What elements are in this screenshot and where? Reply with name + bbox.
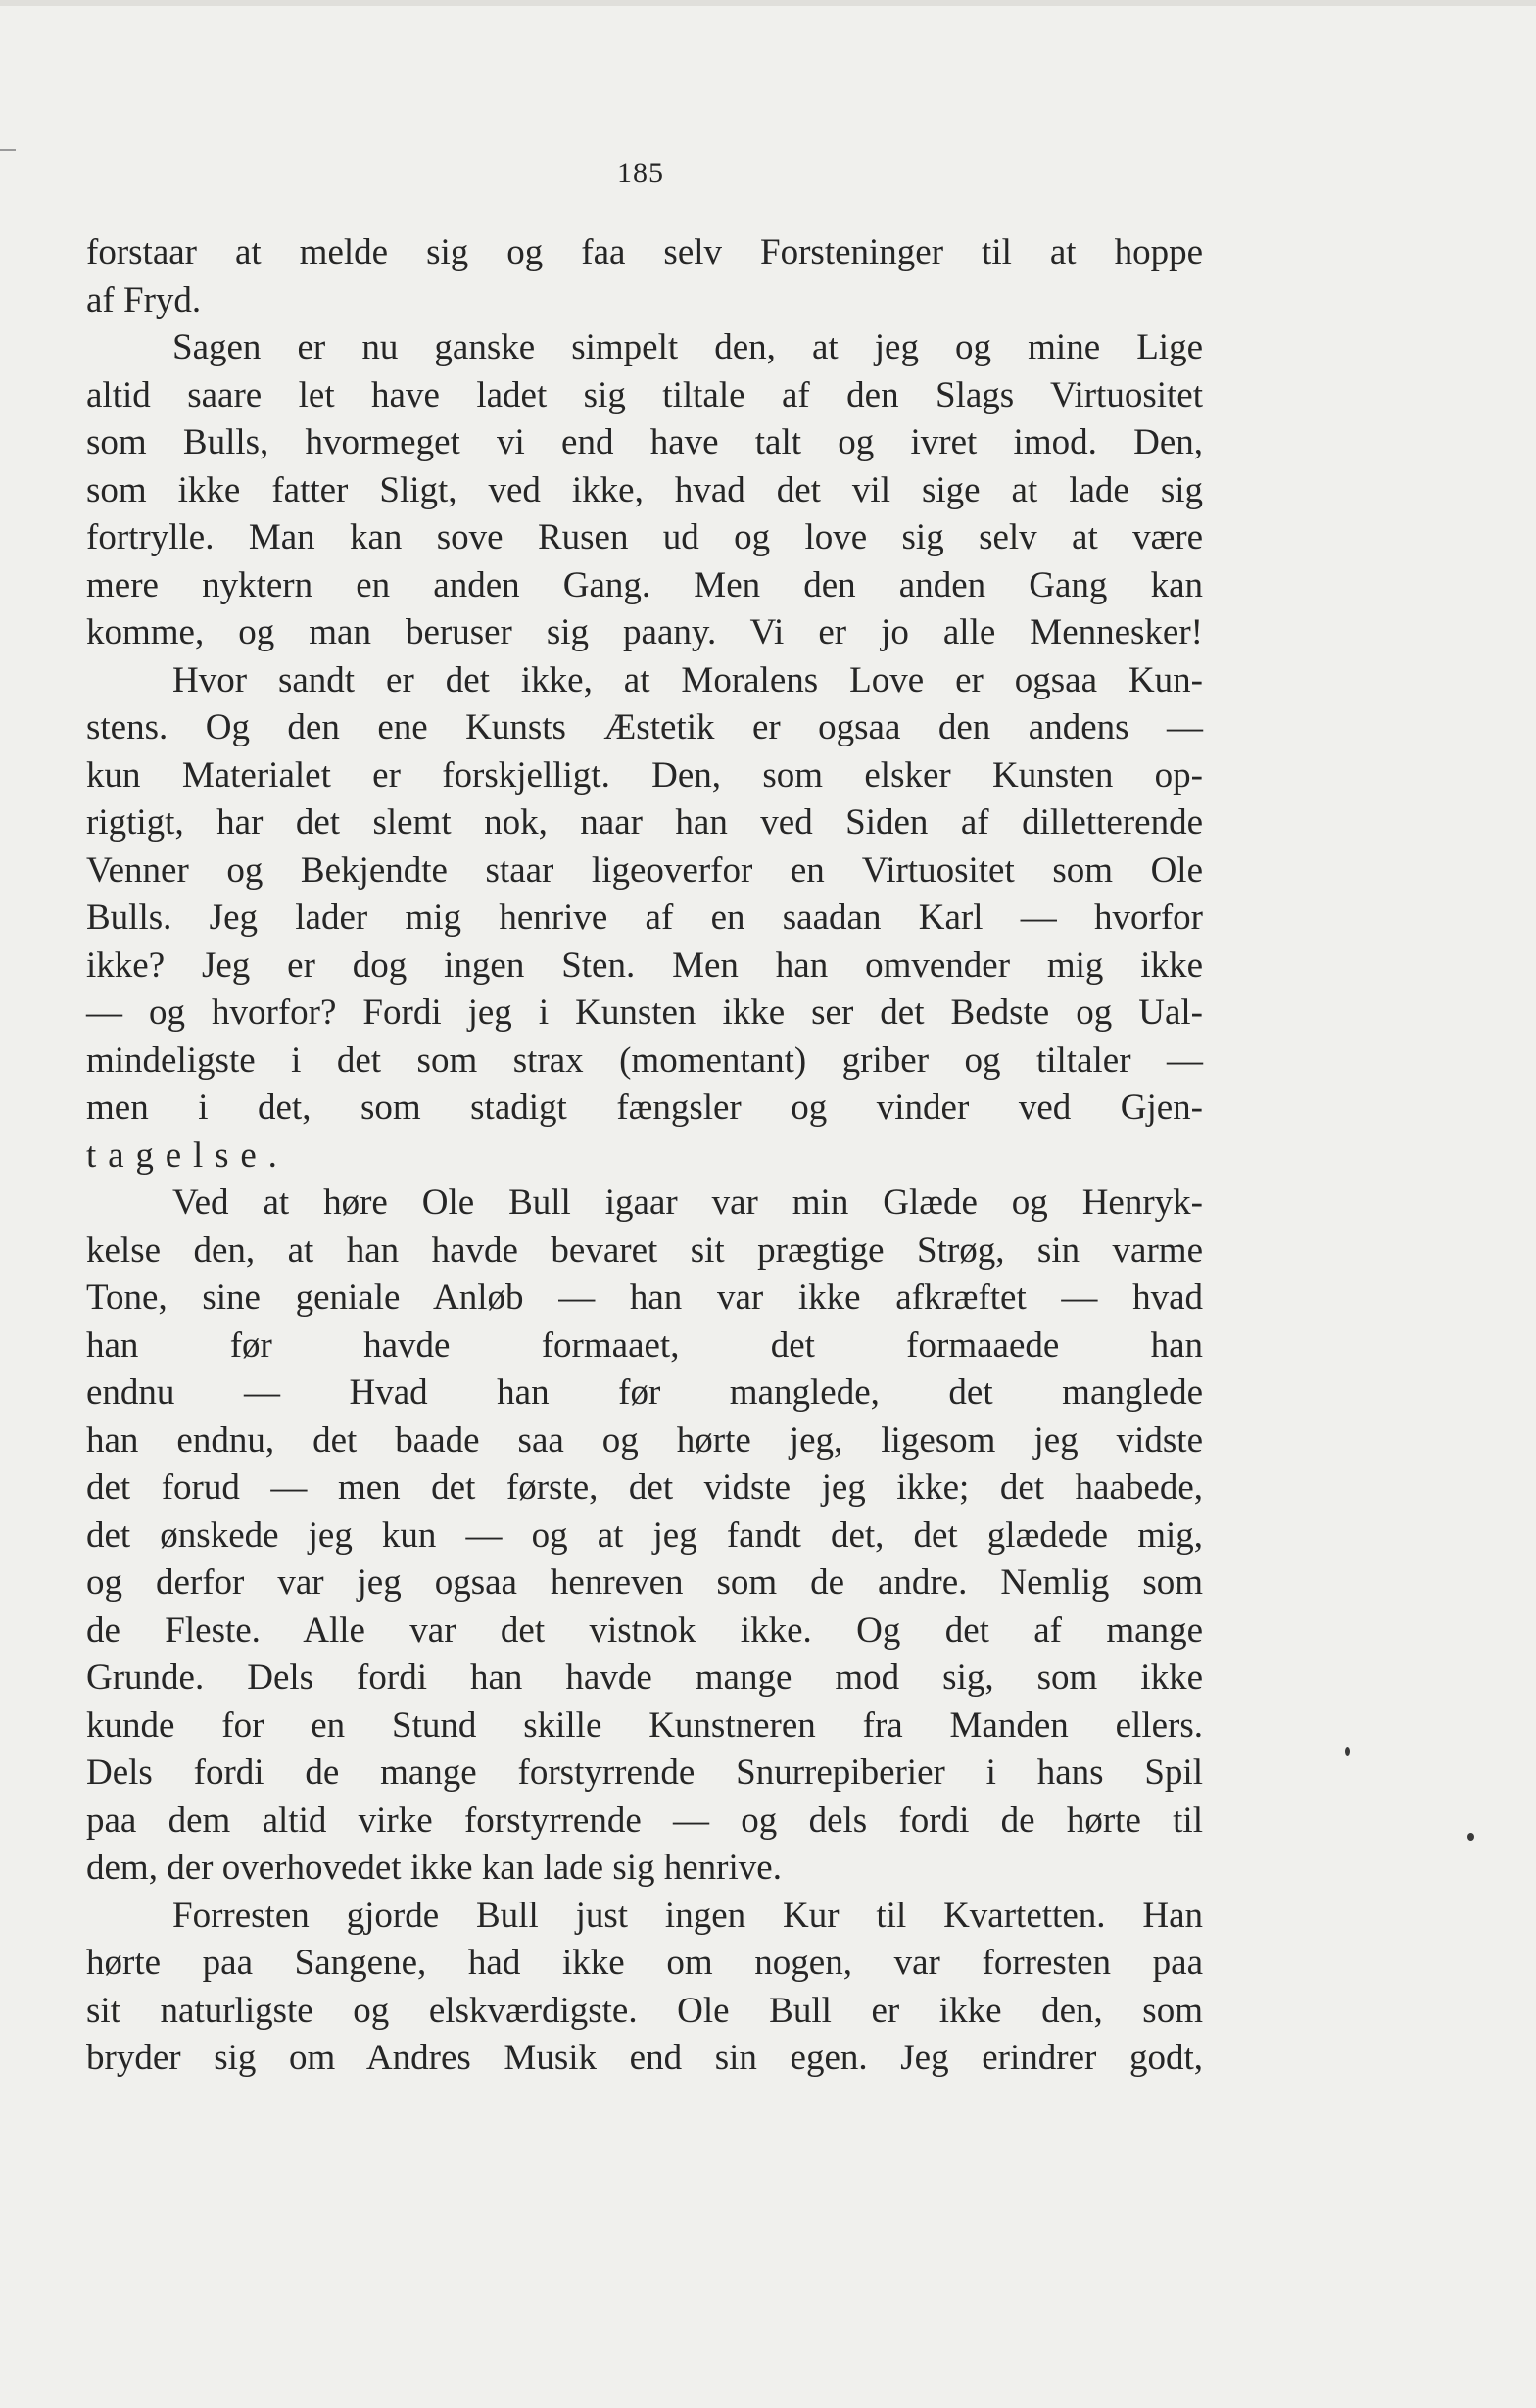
text-line: rigtigt, har det slemt nok, naar han ved Siden af dilletterende	[86, 802, 1203, 843]
text-line: sit naturligste og elskværdigste. Ole Bull er ikke den, som	[86, 1990, 1203, 2031]
text-line: forstaar at melde sig og faa selv Forsteninger til at hoppe	[86, 232, 1203, 272]
text-line: — og hvorfor? Fordi jeg i Kunsten ikke ser det Bedste og Ual-	[86, 992, 1203, 1033]
text-line: tagelse.	[86, 1134, 289, 1176]
ink-speck	[1345, 1747, 1350, 1756]
text-line: det forud — men det første, det vidste jeg ikke; det haabede,	[86, 1468, 1203, 1508]
body-text	[86, 229, 1203, 2083]
text-line: endnu — Hvad han før manglede, det manglede	[86, 1373, 1203, 1413]
text-line: de Fleste. Alle var det vistnok ikke. Og det af mange	[86, 1610, 1203, 1651]
text-line: komme, og man beruser sig paany. Vi er jo alle Mennesker!	[86, 612, 1203, 652]
text-line: Tone, sine geniale Anløb — han var ikke afkræftet — hvad	[86, 1277, 1203, 1318]
text-line: ikke? Jeg er dog ingen Sten. Men han omvender mig ikke	[86, 944, 1203, 986]
text-line: kunde for en Stund skille Kunstneren fra Manden ellers.	[86, 1705, 1203, 1746]
text-line: Bulls. Jeg lader mig henrive af en saadan Karl — hvorfor	[86, 897, 1203, 938]
page-top-edge	[0, 0, 1536, 6]
text-line: men i det, som stadigt fængsler og vinder ved Gjen-	[86, 1087, 1203, 1128]
text-line: hørte paa Sangene, had ikke om nogen, var forresten paa	[86, 1943, 1203, 1983]
text-line: det ønskede jeg kun — og at jeg fandt det, det glædede mig,	[86, 1515, 1203, 1556]
text-line: stens. Og den ene Kunsts Æstetik er ogsaa den andens —	[86, 707, 1203, 747]
text-line: dem, der overhovedet ikke kan lade sig henrive.	[86, 1848, 782, 1888]
text-line: mere nyktern en anden Gang. Men den anden Gang kan	[86, 564, 1203, 605]
margin-tick	[0, 149, 16, 151]
text-line: kun Materialet er forskjelligt. Den, som elsker Kunsten op-	[86, 754, 1203, 795]
text-line: som Bulls, hvormeget vi end have talt og ivret imod. Den,	[86, 422, 1203, 462]
text-line: Ved at høre Ole Bull igaar var min Glæde og Henryk-	[172, 1182, 1203, 1223]
text-line: kelse den, at han havde bevaret sit prægtige Strøg, sin varme	[86, 1229, 1203, 1271]
text-line: og derfor var jeg ogsaa henreven som de andre. Nemlig som	[86, 1563, 1203, 1603]
text-line: Hvor sandt er det ikke, at Moralens Love er ogsaa Kun-	[172, 659, 1203, 700]
text-line: bryder sig om Andres Musik end sin egen. Jeg erindrer godt,	[86, 2038, 1203, 2078]
text-line: han endnu, det baade saa og hørte jeg, ligesom jeg vidste	[86, 1420, 1203, 1461]
text-line: Sagen er nu ganske simpelt den, at jeg og mine Lige	[172, 327, 1203, 367]
text-line: Venner og Bekjendte staar ligeoverfor en Virtuositet som Ole	[86, 849, 1203, 891]
text-line: paa dem altid virke forstyrrende — og dels fordi de hørte til	[86, 1800, 1203, 1841]
page-number: 185	[617, 157, 664, 189]
text-line: mindeligste i det som strax (momentant) griber og tiltaler —	[86, 1039, 1203, 1081]
text-line: Dels fordi de mange forstyrrende Snurrepiberier i hans Spil	[86, 1753, 1203, 1793]
ink-speck	[1467, 1833, 1474, 1841]
text-line: af Fryd.	[86, 279, 202, 320]
text-line: Grunde. Dels fordi han havde mange mod sig, som ikke	[86, 1658, 1203, 1698]
text-line: fortrylle. Man kan sove Rusen ud og love sig selv at være	[86, 517, 1203, 557]
text-line: Forresten gjorde Bull just ingen Kur til Kvartetten. Han	[172, 1895, 1203, 1936]
text-line: som ikke fatter Sligt, ved ikke, hvad det vil sige at lade sig	[86, 469, 1203, 510]
text-line: altid saare let have ladet sig tiltale af den Slags Virtuositet	[86, 374, 1203, 415]
text-line: han før havde formaaet, det formaaede han	[86, 1324, 1203, 1366]
